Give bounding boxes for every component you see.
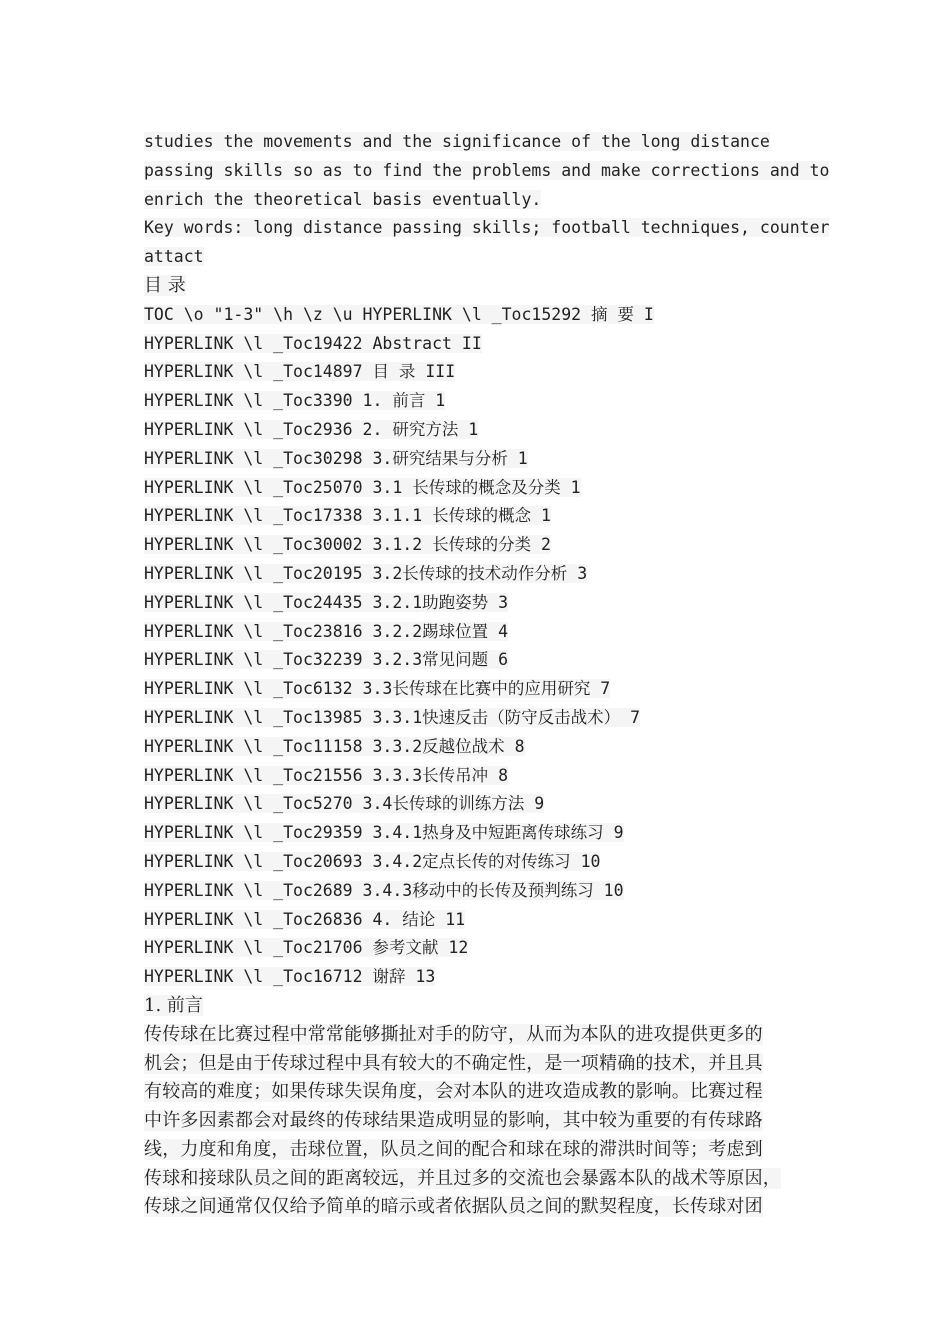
toc-entry[interactable]: HYPERLINK \l _Toc32239 3.2.3常见问题 6 <box>144 650 509 670</box>
abstract-line: enrich the theoretical basis eventually. <box>144 189 542 209</box>
toc-entry[interactable]: HYPERLINK \l _Toc3390 1. 前言 1 <box>144 391 446 411</box>
paragraph-line: 线，力度和角度，击球位置，队员之间的配合和球在球的滞洪时间等；考虑到 <box>144 1138 763 1160</box>
toc-entry[interactable]: HYPERLINK \l _Toc20195 3.2长传球的技术动作分析 3 <box>144 563 588 583</box>
toc-entry[interactable]: HYPERLINK \l _Toc21556 3.3.3长传吊冲 8 <box>144 765 509 785</box>
toc-entry[interactable]: HYPERLINK \l _Toc24435 3.2.1助跑姿势 3 <box>144 592 509 612</box>
toc-entry[interactable]: HYPERLINK \l _Toc2936 2. 研究方法 1 <box>144 419 479 439</box>
toc-entry[interactable]: HYPERLINK \l _Toc17338 3.1.1 长传球的概念 1 <box>144 506 551 526</box>
abstract-line: studies the movements and the significance of the long distance <box>144 132 770 151</box>
toc-entry[interactable]: HYPERLINK \l _Toc14897 目 录 III <box>144 362 456 382</box>
keywords-line: attact <box>144 247 204 267</box>
paragraph-line: 中许多因素都会对最终的传球结果造成明显的影响，其中较为重要的有传球路 <box>144 1110 763 1132</box>
document-body <box>144 128 830 1222</box>
toc-entry[interactable]: HYPERLINK \l _Toc16712 谢辞 13 <box>144 967 436 987</box>
toc-entry[interactable]: HYPERLINK \l _Toc25070 3.1 长传球的概念及分类 1 <box>144 477 581 497</box>
abstract-line: passing skills so as to find the problems and make corrections and to <box>144 160 830 180</box>
toc-entry[interactable]: HYPERLINK \l _Toc26836 4. 结论 11 <box>144 909 466 929</box>
toc-entry[interactable]: HYPERLINK \l _Toc30002 3.1.2 长传球的分类 2 <box>144 535 551 555</box>
table-of-contents <box>144 301 816 992</box>
toc-entry[interactable]: HYPERLINK \l _Toc2689 3.4.3移动中的长传及预判练习 10 <box>144 880 624 900</box>
keywords-block <box>144 214 830 272</box>
toc-entry[interactable]: HYPERLINK \l _Toc5270 3.4长传球的训练方法 9 <box>144 794 545 814</box>
toc-entry[interactable]: HYPERLINK \l _Toc30298 3.研究结果与分析 1 <box>144 448 528 468</box>
toc-entry[interactable]: TOC \o "1-3" \h \z \u HYPERLINK \l _Toc15292 摘 要 I <box>144 304 654 324</box>
toc-entry[interactable]: HYPERLINK \l _Toc19422 Abstract II <box>144 333 482 353</box>
paragraph-line: 传球和接球队员之间的距离较远，并且过多的交流也会暴露本队的战术等原因， <box>144 1167 781 1189</box>
abstract-tail <box>144 128 830 214</box>
section-heading: 1. 前言 <box>144 994 203 1016</box>
paragraph-line: 机会；但是由于传球过程中具有较大的不确定性，是一项精确的技术，并且具 <box>144 1052 763 1074</box>
toc-entry[interactable]: HYPERLINK \l _Toc13985 3.3.1快速反击（防守反击战术） 7 <box>144 707 641 727</box>
toc-entry[interactable]: HYPERLINK \l _Toc23816 3.2.2踢球位置 4 <box>144 621 509 641</box>
body-paragraph <box>144 1021 816 1223</box>
paragraph-line: 传传球在比赛过程中常常能够撕扯对手的防守，从而为本队的进攻提供更多的 <box>144 1023 763 1045</box>
toc-entry[interactable]: HYPERLINK \l _Toc29359 3.4.1热身及中短距离传球练习 9 <box>144 823 624 843</box>
toc-entry[interactable]: HYPERLINK \l _Toc20693 3.4.2定点长传的对传练习 10 <box>144 851 601 871</box>
paragraph-line: 传球之间通常仅仅给予简单的暗示或者依据队员之间的默契程度，长传球对团 <box>144 1196 763 1218</box>
toc-entry[interactable]: HYPERLINK \l _Toc6132 3.3长传球在比赛中的应用研究 7 <box>144 679 611 699</box>
toc-entry[interactable]: HYPERLINK \l _Toc11158 3.3.2反越位战术 8 <box>144 736 525 756</box>
paragraph-line: 有较高的难度；如果传球失误角度，会对本队的进攻造成教的影响。比赛过程 <box>144 1081 763 1103</box>
toc-entry[interactable]: HYPERLINK \l _Toc21706 参考文献 12 <box>144 938 469 958</box>
keywords-line: Key words: long distance passing skills; football techniques, counter <box>144 218 830 238</box>
toc-heading: 目 录 <box>144 274 186 296</box>
